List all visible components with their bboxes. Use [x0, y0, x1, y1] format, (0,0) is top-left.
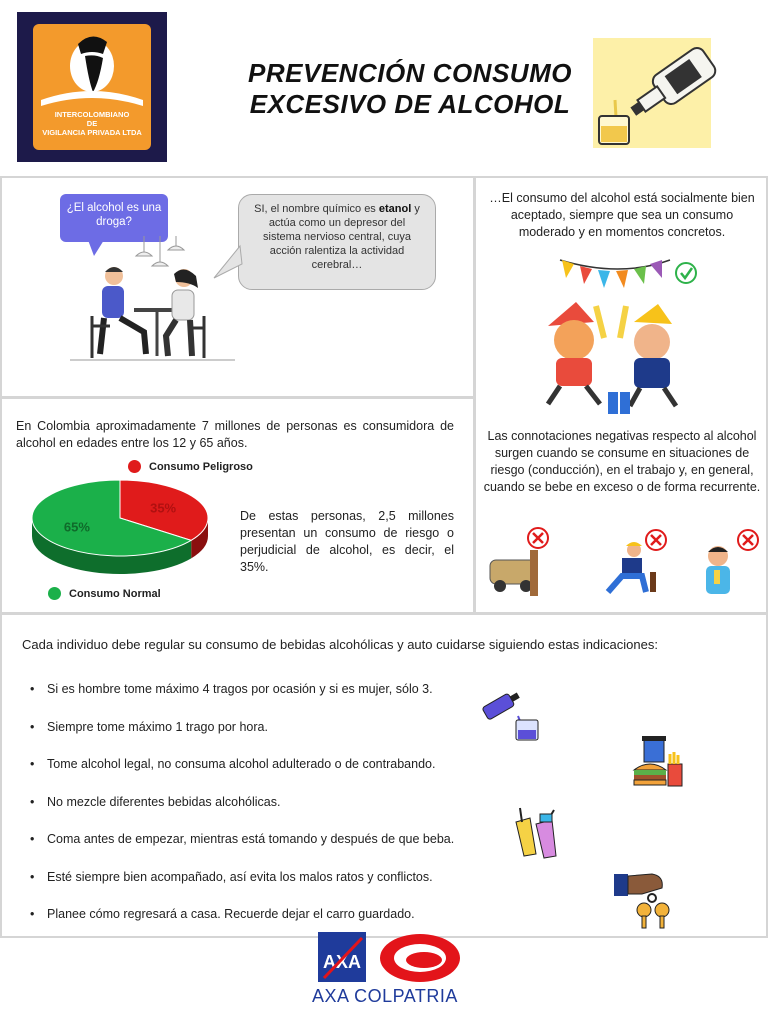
pouring-bottle-icon	[593, 38, 733, 153]
bullet: •	[30, 832, 35, 846]
social-text-1: …El consumo del alcohol está socialmente bien aceptado, siempre que sea un consumo moderado y en momentos concretos.	[489, 191, 755, 239]
brand-name: AXA COLPATRIA	[312, 986, 458, 1006]
tip-text: Siempre tome máximo 1 trago por hora.	[47, 719, 268, 734]
legend-dot-normal	[48, 587, 61, 600]
tip-text: Planee cómo regresará a casa. Recuerde dejar el carro guardado.	[47, 907, 415, 921]
logo-line-1: INTERCOLOMBIANO	[54, 110, 130, 119]
answer-bubble	[238, 194, 436, 290]
pie-label-0: 35%	[150, 500, 177, 516]
tip-text: Esté siempre bien acompañado, así evita los malos ratos y conflictos.	[47, 869, 433, 884]
bullet: •	[30, 719, 35, 734]
consumption-pie-chart	[30, 476, 220, 586]
title-line-2: EXCESIVO DE ALCOHOL	[249, 89, 571, 119]
legend-dangerous	[128, 460, 253, 473]
car-keys-icon	[612, 870, 674, 930]
tips-list	[30, 682, 454, 945]
list-item	[30, 757, 454, 795]
list-item	[30, 795, 454, 833]
list-item	[30, 832, 454, 870]
list-item	[30, 720, 454, 758]
guard-silhouette-icon	[33, 24, 151, 114]
stats-text-1: En Colombia aproximadamente 7 millones de personas es consumidora de alcohol en edades entre los 12 y 65 años.	[16, 419, 454, 450]
party-illustration	[530, 252, 710, 422]
mixed-drinks-icon	[510, 806, 564, 860]
pouring-drink-icon	[478, 690, 548, 744]
risk-situations-illustration	[486, 524, 764, 602]
bullet: •	[30, 682, 35, 696]
list-item	[30, 682, 454, 720]
answer-text-post: y actúa como un depresor del sistema nervioso central, cuya acción ralentiza la actividad cerebral…	[263, 203, 420, 271]
bullet: •	[30, 869, 35, 884]
logo-line-2: DE	[86, 119, 98, 128]
tips-title: Cada individuo debe regular su consumo de bebidas alcohólicas y auto cuidarse siguiendo estas indicaciones:	[22, 637, 658, 652]
axa-colpatria-logo	[318, 932, 464, 986]
bullet: •	[30, 794, 35, 809]
answer-text-bold: etanol	[378, 203, 412, 215]
list-item	[30, 870, 454, 908]
bullet: •	[30, 907, 35, 921]
logo-badge	[33, 24, 151, 150]
couple-talking-illustration	[70, 236, 240, 366]
title-line-1: PREVENCIÓN CONSUMO	[248, 58, 572, 88]
legend-dot-dangerous	[128, 460, 141, 473]
company-logo	[17, 12, 167, 162]
page-title	[200, 58, 620, 120]
tip-text: Si es hombre tome máximo 4 tragos por ocasión y si es mujer, sólo 3.	[47, 682, 433, 696]
logo-text	[33, 110, 151, 137]
logo-line-3: VIGILANCIA PRIVADA LTDA	[42, 128, 142, 137]
social-text-2: Las connotaciones negativas respecto al alcohol surgen cuando se consume en situaciones de riesgo (conducción), en el trabajo y, en general, cuando se bebe en exceso o de forma recurrente.	[483, 429, 761, 494]
tip-text: Coma antes de empezar, mientras está tomando y después de que beba.	[47, 832, 455, 846]
legend-label-normal: Consumo Normal	[69, 587, 161, 600]
question-bubble	[60, 194, 168, 242]
answer-text-pre: SI, el nombre químico es	[254, 203, 376, 215]
tip-text: Tome alcohol legal, no consuma alcohol adulterado o de contrabando.	[47, 757, 436, 771]
stats-text-2: De estas personas, 2,5 millones presentan un consumo de riesgo o perjudicial de alcohol, es decir, el 35%.	[240, 509, 454, 574]
legend-label-dangerous: Consumo Peligroso	[149, 460, 253, 473]
tip-text: No mezcle diferentes bebidas alcohólicas.	[47, 794, 281, 809]
food-icon	[632, 736, 686, 788]
legend-normal	[48, 587, 161, 600]
axa-logo-text: AXA	[322, 952, 362, 972]
bullet: •	[30, 757, 35, 771]
bottle-illustration	[593, 38, 711, 148]
pie-label-1: 65%	[63, 519, 90, 535]
question-text: ¿El alcohol es una droga?	[66, 202, 162, 228]
